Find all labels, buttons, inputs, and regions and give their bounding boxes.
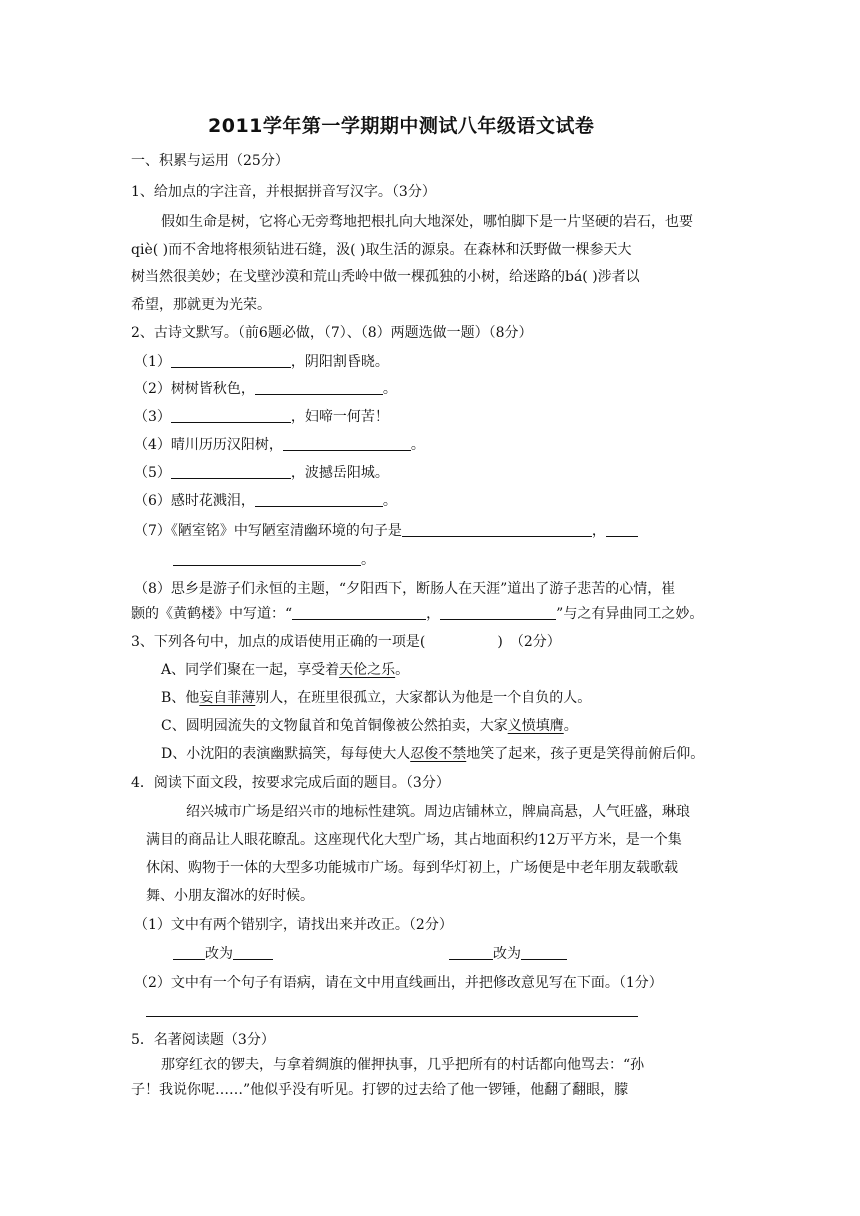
- item-prefix: （6）感时花溅泪，: [134, 493, 255, 509]
- q2-item-7-cont: [173, 551, 375, 569]
- item-suffix: 。: [382, 493, 397, 509]
- option-idiom: 忍俊不禁: [410, 746, 467, 762]
- q2-item-5: [134, 464, 389, 482]
- q4-correction-1: [173, 945, 273, 963]
- answer-blank[interactable]: [521, 945, 567, 960]
- answer-blank[interactable]: [171, 353, 291, 368]
- answer-blank[interactable]: [440, 605, 556, 620]
- q4-passage-line: 绍兴城市广场是绍兴市的地标性建筑。周边店铺林立，牌扁高悬，人气旺盛，琳琅: [186, 804, 690, 820]
- option-text: D、小沈阳的表演幽默搞笑，每每使大人: [161, 746, 411, 762]
- option-idiom: 妄自菲薄: [199, 690, 256, 706]
- q3-stem: [131, 633, 561, 651]
- q2-item-3: [134, 408, 389, 426]
- q4-correction-2: [449, 945, 567, 963]
- item-suffix: ，波撼岳阳城。: [290, 465, 389, 481]
- q5-passage-line: 那穿红衣的锣夫，与拿着绸旗的催押执事，几乎把所有的村话都向他骂去：“孙: [161, 1057, 645, 1073]
- q2-item-6: [134, 492, 397, 510]
- q2-stem: 2、古诗文默写。（前6题必做，（7）、（8）两题选做一题）（8分）: [131, 325, 533, 341]
- answer-blank[interactable]: [283, 436, 411, 451]
- q3-stem-text: 3、下列各句中，加点的成语使用正确的一项是(: [131, 634, 426, 650]
- answer-blank[interactable]: [171, 408, 291, 423]
- q3-stem-end: ) （2分）: [497, 634, 561, 650]
- answer-line[interactable]: [146, 1016, 638, 1017]
- q5-stem: 5．名著阅读题（3分）: [131, 1032, 275, 1048]
- q1-passage-line: 假如生命是树，它将心无旁骛地把根扎向大地深处，哪怕脚下是一片坚硬的岩石，也要: [161, 214, 693, 230]
- item-suffix: ，妇啼一何苦！: [290, 409, 389, 425]
- item-prefix: （3）: [134, 409, 171, 425]
- q2-item-7: [134, 522, 638, 540]
- q3-option-b[interactable]: [161, 689, 591, 707]
- q3-option-d[interactable]: [161, 745, 704, 763]
- answer-blank[interactable]: [606, 522, 638, 537]
- answer-blank[interactable]: [449, 945, 493, 960]
- item-suffix: 。: [410, 437, 425, 453]
- answer-blank[interactable]: [171, 464, 291, 479]
- q4-passage-line: 舞、小朋友溜冰的好时候。: [146, 888, 314, 904]
- option-text: 地笑了起来，孩子更是笑得前俯后仰。: [466, 746, 705, 762]
- option-text: B、他: [161, 690, 200, 706]
- item-prefix: （4）晴川历历汉阳树，: [134, 437, 283, 453]
- q2-item-8: （8）思乡是游子们永恒的主题，“夕阳西下，断肠人在天涯”道出了游子悲苦的心情，崔: [134, 581, 676, 597]
- option-idiom: 义愤填膺: [507, 718, 564, 734]
- option-idiom: 天伦之乐: [339, 662, 396, 678]
- q2-item-2: [134, 380, 397, 398]
- change-label: 改为: [205, 946, 233, 962]
- answer-blank[interactable]: [292, 605, 426, 620]
- q1-passage-line: qiè( )而不舍地将根须钻进石缝，汲( )取生活的源泉。在森林和沃野做一棵参天大: [131, 242, 632, 258]
- q2-item-1: [134, 353, 389, 371]
- item-prefix: （1）: [134, 354, 171, 370]
- option-text: 。: [563, 718, 578, 734]
- q4-sub-2: （2）文中有一个句子有语病，请在文中用直线画出，并把修改意见写在下面。（1分）: [134, 975, 663, 991]
- q2-item-4: [134, 436, 425, 454]
- exam-title: 2011学年第一学期期中测试八年级语文试卷: [208, 115, 595, 137]
- item-prefix: （5）: [134, 465, 171, 481]
- option-text: 。: [395, 662, 410, 678]
- item-separator: ，: [591, 523, 606, 539]
- q2-item-8-cont: [131, 605, 703, 623]
- item-suffix: 。: [382, 381, 397, 397]
- q1-stem: 1、给加点的字注音，并根据拼音写汉字。（3分）: [131, 184, 436, 200]
- item-separator: ，: [426, 606, 441, 622]
- q5-passage-line: 子！我说你呢……”他似乎没有听见。打锣的过去给了他一锣锤，他翻了翻眼，朦: [131, 1082, 629, 1098]
- option-text: A、同学们聚在一起，享受着: [161, 662, 340, 678]
- q4-passage-line: 休闲、购物于一体的大型多功能城市广场。每到华灯初上，广场便是中老年朋友载歌载: [146, 860, 678, 876]
- option-text: 别人，在班里很孤立，大家都认为他是一个自负的人。: [255, 690, 592, 706]
- q1-passage-line: 希望，那就更为光荣。: [131, 297, 271, 313]
- option-text: C、圆明园流失的文物鼠首和兔首铜像被公然拍卖，大家: [161, 718, 508, 734]
- q3-option-c[interactable]: [161, 717, 578, 735]
- change-label: 改为: [493, 946, 521, 962]
- q1-passage-line: 树当然很美妙；在戈壁沙漠和荒山秃岭中做一棵孤独的小树，给迷路的bá( )涉者以: [131, 269, 640, 285]
- answer-blank[interactable]: [173, 551, 361, 566]
- section-header: 一、积累与运用（25分）: [131, 153, 289, 169]
- item-prefix: 颢的《黄鹤楼》中写道：“: [131, 606, 293, 622]
- item-suffix: ，阴阳割昏晓。: [290, 354, 389, 370]
- item-suffix: 。: [361, 552, 375, 568]
- q4-passage-line: 满目的商品让人眼花瞭乱。这座现代化大型广场，其占地面积约12万平方米，是一个集: [146, 832, 682, 848]
- q4-sub-1: （1）文中有两个错别字，请找出来并改正。（2分）: [134, 917, 453, 933]
- q3-option-a[interactable]: [161, 661, 409, 679]
- answer-blank[interactable]: [173, 945, 205, 960]
- answer-blank[interactable]: [233, 945, 273, 960]
- answer-blank[interactable]: [255, 492, 383, 507]
- item-prefix: （2）树树皆秋色，: [134, 381, 255, 397]
- q4-stem: 4．阅读下面文段，按要求完成后面的题目。（3分）: [131, 775, 450, 791]
- item-prefix: （7）《陋室铭》中写陋室清幽环境的句子是: [134, 523, 402, 539]
- answer-blank[interactable]: [402, 522, 592, 537]
- answer-blank[interactable]: [255, 380, 383, 395]
- item-suffix: ”与之有异曲同工之妙。: [556, 606, 704, 622]
